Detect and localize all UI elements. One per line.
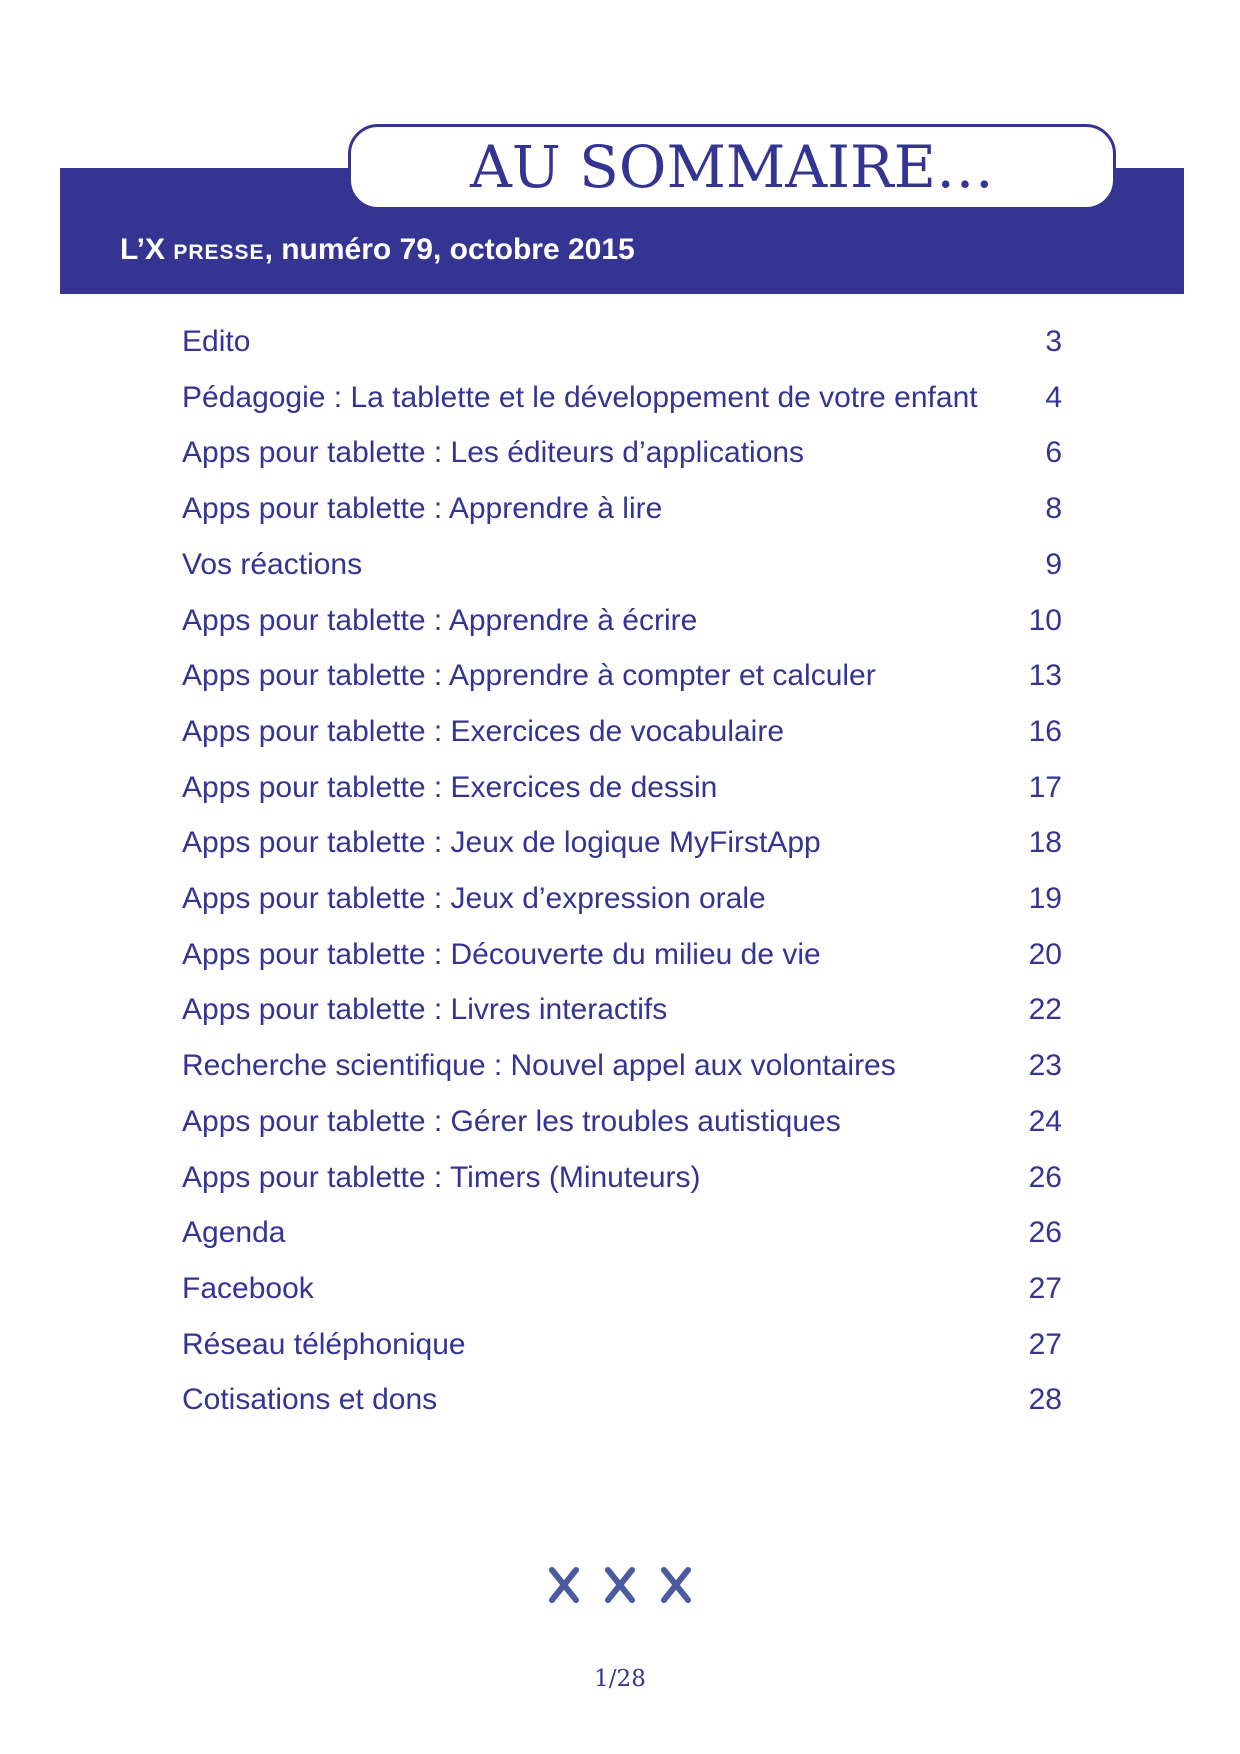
toc-entry-page: 22 [1028, 993, 1062, 1027]
issue-details: , numéro 79, octobre 2015 [264, 233, 635, 266]
toc-entry-title: Apps pour tablette : Exercices de dessin [182, 770, 718, 804]
toc-entry-title: Apps pour tablette : Jeux de logique MyFirstApp [182, 826, 821, 860]
toc-entry [182, 537, 1062, 593]
toc-entry-title: Cotisations et dons [182, 1383, 438, 1417]
toc-entry-page: 8 [1045, 492, 1062, 526]
toc-entry [182, 927, 1062, 983]
page-title: AU SOMMAIRE… [469, 133, 995, 201]
toc-entry [182, 760, 1062, 816]
toc-entry-page: 17 [1028, 770, 1062, 804]
toc-entry [182, 481, 1062, 537]
toc-entry-title: Apps pour tablette : Découverte du milieu de vie [182, 937, 821, 971]
toc-entry-page: 10 [1028, 603, 1062, 637]
toc-entry-title: Vos réactions [182, 547, 363, 581]
toc-entry-title: Apps pour tablette : Apprendre à écrire [182, 603, 698, 637]
toc-entry-title: Recherche scientifique : Nouvel appel aux volontaires [182, 1049, 896, 1083]
toc-entry-page: 28 [1028, 1383, 1062, 1417]
toc-entry [182, 871, 1062, 927]
table-of-contents [182, 314, 1062, 1428]
title-box [348, 124, 1116, 210]
toc-entry [182, 1317, 1062, 1373]
toc-entry-page: 19 [1028, 882, 1062, 916]
toc-entry-title: Apps pour tablette : Exercices de vocabulaire [182, 714, 785, 748]
toc-entry [182, 815, 1062, 871]
toc-entry-title: Facebook [182, 1271, 314, 1305]
toc-entry-title: Apps pour tablette : Gérer les troubles autistiques [182, 1104, 841, 1138]
issue-prefix: L’X [120, 233, 174, 266]
toc-entry-page: 26 [1028, 1160, 1062, 1194]
toc-entry-page: 13 [1028, 659, 1062, 693]
toc-entry-page: 9 [1045, 547, 1062, 581]
toc-entry-page: 27 [1028, 1327, 1062, 1361]
toc-entry-page: 20 [1028, 937, 1062, 971]
toc-entry-page: 23 [1028, 1049, 1062, 1083]
toc-entry [182, 425, 1062, 481]
issue-brand: presse [173, 233, 265, 266]
ornament [0, 1560, 1240, 1615]
toc-entry-title: Apps pour tablette : Jeux d’expression orale [182, 882, 766, 916]
toc-entry [182, 1038, 1062, 1094]
toc-entry-page: 6 [1045, 436, 1062, 470]
toc-entry [182, 593, 1062, 649]
toc-entry [182, 982, 1062, 1038]
toc-entry-page: 3 [1045, 325, 1062, 358]
toc-entry [182, 1261, 1062, 1317]
toc-entry-title: Pédagogie : La tablette et le développement de votre enfant [182, 380, 978, 414]
toc-entry-title: Edito [182, 325, 251, 358]
toc-entry [182, 1094, 1062, 1150]
toc-entry [182, 370, 1062, 426]
toc-entry [182, 1205, 1062, 1261]
toc-entry-title: Apps pour tablette : Livres interactifs [182, 993, 668, 1027]
toc-entry [182, 704, 1062, 760]
toc-entry-page: 27 [1028, 1271, 1062, 1305]
toc-entry [182, 1150, 1062, 1206]
toc-entry-title: Apps pour tablette : Timers (Minuteurs) [182, 1160, 701, 1194]
toc-entry-page: 18 [1028, 826, 1062, 860]
toc-entry-title: Apps pour tablette : Apprendre à compter et calculer [182, 659, 876, 693]
toc-entry-page: 26 [1028, 1216, 1062, 1250]
toc-entry-title: Apps pour tablette : Apprendre à lire [182, 492, 663, 526]
three-cross-ornament-icon [540, 1560, 700, 1610]
toc-entry-page: 24 [1028, 1104, 1062, 1138]
issue-line [120, 232, 635, 268]
toc-entry [182, 314, 1062, 370]
toc-entry [182, 648, 1062, 704]
toc-entry-title: Réseau téléphonique [182, 1327, 466, 1361]
page-number: 1/28 [594, 1666, 646, 1692]
toc-entry [182, 1372, 1062, 1428]
toc-entry-title: Agenda [182, 1216, 286, 1250]
toc-entry-page: 4 [1045, 380, 1062, 414]
toc-entry-title: Apps pour tablette : Les éditeurs d’applications [182, 436, 805, 470]
toc-entry-page: 16 [1028, 714, 1062, 748]
